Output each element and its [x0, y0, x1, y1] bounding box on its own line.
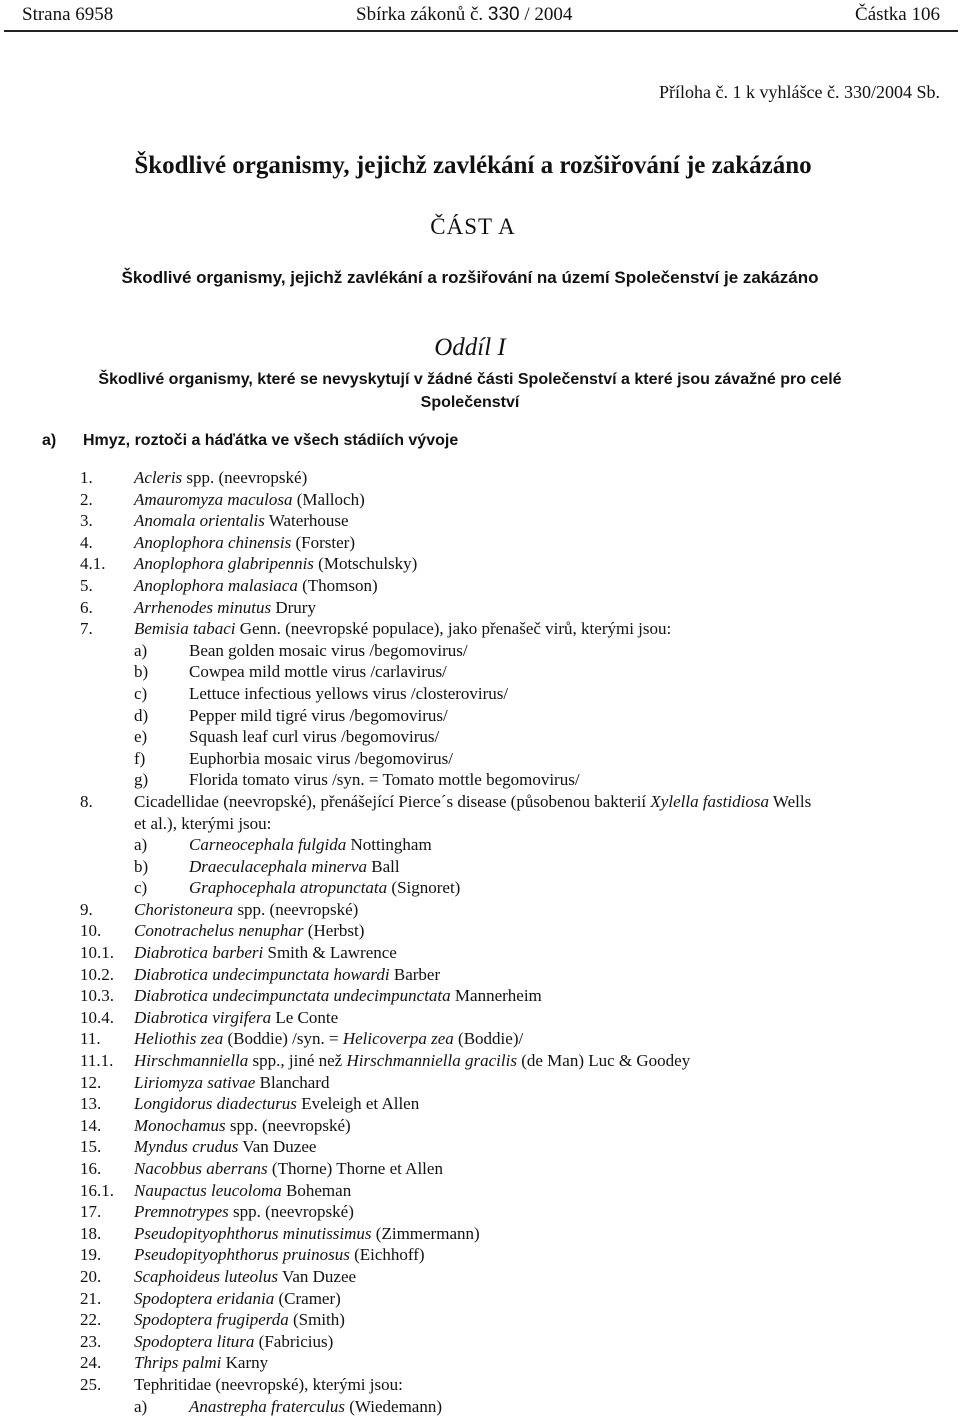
- list-item: [0, 553, 960, 575]
- item-middle: (Boddie) /syn. =: [223, 1029, 343, 1049]
- subitem-letter: a): [134, 1396, 148, 1416]
- subitem-text: Euphorbia mosaic virus /begomovirus/: [189, 748, 453, 768]
- item-text: [134, 985, 542, 1007]
- item-number: 10.1.: [80, 943, 114, 963]
- item-text: [134, 532, 355, 554]
- item-text: [134, 618, 671, 640]
- list-item: [0, 1180, 960, 1202]
- item-text: [134, 1266, 356, 1288]
- item-suffix: (Motschulsky): [313, 554, 418, 574]
- list-item: [0, 1136, 960, 1158]
- item-text: [134, 1093, 419, 1115]
- item-text: [134, 1244, 425, 1266]
- list-item: [0, 985, 960, 1007]
- subitem-letter: c): [134, 878, 148, 898]
- subitem-letter: e): [134, 727, 148, 747]
- item-text: [134, 791, 811, 813]
- item-suffix: Van Duzee: [238, 1137, 317, 1157]
- item-text: [134, 1352, 268, 1374]
- item-number: 7.: [80, 619, 93, 639]
- subitem-text: Cowpea mild mottle virus /carlavirus/: [189, 662, 447, 682]
- item-suffix: Boheman: [281, 1180, 352, 1200]
- item-middle: spp., jiné než: [248, 1051, 347, 1071]
- subitem-text: Bean golden mosaic virus /begomovirus/: [189, 640, 468, 660]
- species-name: Liriomyza sativae: [134, 1072, 256, 1092]
- list-item: [0, 510, 960, 532]
- item-suffix: Van Duzee: [278, 1266, 357, 1286]
- subitem-text: [189, 834, 432, 856]
- collection-number: 330: [487, 4, 520, 25]
- item-text: [134, 1180, 351, 1202]
- species-name: Bemisia tabaci: [134, 619, 236, 639]
- list-item: [0, 1331, 960, 1353]
- list-subitem: [0, 661, 960, 683]
- species-name: Anoplophora malasiaca: [134, 575, 298, 595]
- issue-number: Částka 106: [855, 4, 940, 25]
- species-name: Spodoptera litura: [134, 1331, 255, 1351]
- list-item: [0, 1309, 960, 1331]
- item-suffix: Eveleigh et Allen: [296, 1094, 420, 1114]
- species-name: Graphocephala atropunctata: [189, 878, 388, 898]
- list-item: [0, 597, 960, 619]
- list-item: [0, 942, 960, 964]
- item-number: 12.: [80, 1072, 102, 1092]
- item-suffix: spp. (neevropské): [182, 468, 308, 487]
- part-title: ČÁST A: [430, 214, 516, 239]
- subitem-letter: b): [134, 856, 149, 876]
- section-subtitle: Škodlivé organismy, které se nevyskytují v žádné části Společenství a které jsou závažné pro celé Společenství: [98, 371, 842, 411]
- list-subitem: [0, 769, 960, 791]
- species-name: Anoplophora glabripennis: [134, 554, 314, 574]
- item-number: 3.: [80, 511, 93, 531]
- collection-year: / 2004: [519, 4, 573, 25]
- species-name: Arrhenodes minutus: [134, 597, 272, 617]
- species-name: Thrips palmi: [134, 1353, 222, 1373]
- subitem-text: Pepper mild tigré virus /begomovirus/: [189, 705, 448, 725]
- item-suffix: Blanchard: [255, 1072, 330, 1092]
- list-item: [0, 1115, 960, 1137]
- item-suffix: spp. (neevropské): [233, 899, 359, 919]
- item-suffix: (Signoret): [387, 878, 461, 898]
- item-text: [134, 489, 365, 511]
- subitem-text: Lettuce infectious yellows virus /closterovirus/: [189, 683, 509, 703]
- collection-prefix: Sbírka zákonů č.: [356, 4, 488, 25]
- species-name: Spodoptera eridania: [134, 1288, 275, 1308]
- list-item: [0, 532, 960, 554]
- list-item: [0, 1093, 960, 1115]
- subitem-text: Florida tomato virus /syn. = Tomato mottle begomovirus/: [189, 770, 580, 790]
- species-name: Diabrotica undecimpunctata howardi: [134, 964, 390, 984]
- species-name: Conotrachelus nenuphar: [134, 921, 304, 941]
- item-suffix: (Forster): [291, 532, 355, 552]
- item-text: Tephritidae (neevropské), kterými jsou:: [134, 1374, 403, 1394]
- subitem-letter: c): [134, 683, 148, 703]
- subitem-letter: a): [134, 835, 148, 855]
- item-number: 10.3.: [80, 986, 114, 1006]
- item-suffix: Barber: [389, 964, 441, 984]
- list-subitem: [0, 705, 960, 727]
- species-exception: Hirschmanniella gracilis: [346, 1051, 517, 1071]
- list-item: [0, 467, 960, 489]
- species-name: Anastrepha fraterculus: [189, 1396, 345, 1416]
- item-text: [134, 1288, 341, 1310]
- item-text: [134, 899, 358, 921]
- item-text: [134, 1136, 316, 1158]
- list-item: [0, 1007, 960, 1029]
- list-item: [0, 1288, 960, 1310]
- species-name: Scaphoideus luteolus: [134, 1266, 279, 1286]
- item-suffix: (Boddie)/: [453, 1029, 524, 1049]
- item-text: [134, 1309, 345, 1331]
- species-name: Xylella fastidiosa: [650, 791, 769, 811]
- item-suffix: Karny: [221, 1353, 269, 1373]
- species-name: Spodoptera frugiperda: [134, 1310, 289, 1330]
- item-number: 17.: [80, 1202, 102, 1222]
- item-text: [134, 597, 316, 619]
- list-item: [0, 899, 960, 921]
- item-number: 15.: [80, 1137, 102, 1157]
- species-name: Diabrotica barberi: [134, 943, 264, 963]
- item-suffix: (Thomson): [297, 575, 378, 595]
- list-subitem: [0, 856, 960, 878]
- item-number: 5.: [80, 575, 93, 595]
- species-name: Premnotrypes: [134, 1202, 229, 1222]
- species-name: Monochamus: [134, 1115, 226, 1135]
- item-number: 11.: [80, 1029, 101, 1049]
- item-number: 25.: [80, 1374, 102, 1394]
- item-suffix: Smith & Lawrence: [263, 943, 397, 963]
- item-text: [134, 467, 307, 489]
- list-item: [0, 575, 960, 597]
- item-suffix: (Fabricius): [254, 1331, 334, 1351]
- header-divider: [4, 30, 958, 32]
- item-text: [134, 1331, 333, 1353]
- item-text: [134, 1223, 480, 1245]
- subitem-letter: f): [134, 748, 146, 768]
- item-number: 9.: [80, 899, 93, 919]
- list-item-continuation: [0, 813, 960, 835]
- list-item: [0, 1158, 960, 1180]
- item-suffix: Wells: [768, 791, 812, 811]
- item-text: [134, 1050, 690, 1072]
- item-number: 24.: [80, 1353, 102, 1373]
- list-item: [0, 489, 960, 511]
- subitem-letter: a): [134, 640, 148, 660]
- species-name: Myndus crudus: [134, 1137, 239, 1157]
- item-text: [134, 920, 364, 942]
- group-title: Hmyz, roztoči a háďátka ve všech stádiích vývoje: [83, 432, 459, 449]
- list-item: [0, 1352, 960, 1374]
- species-name: Diabrotica virgifera: [134, 1007, 272, 1027]
- subitem-text: [189, 856, 400, 878]
- item-suffix: Genn. (neevropské populace), jako přenašeč virů, kterými jsou:: [235, 619, 672, 639]
- species-name: Draeculacephala minerva: [189, 856, 367, 876]
- item-number: 21.: [80, 1288, 102, 1308]
- list-item: [0, 618, 960, 640]
- subitem-letter: d): [134, 705, 149, 725]
- section-title: Oddíl I: [434, 334, 506, 361]
- item-number: 2.: [80, 489, 93, 509]
- item-number: 23.: [80, 1331, 102, 1351]
- species-synonym: Helicoverpa zea: [342, 1029, 454, 1049]
- group-label: a): [42, 432, 57, 449]
- item-suffix: Le Conte: [271, 1007, 339, 1027]
- organism-list: [0, 467, 960, 1417]
- item-number: 11.1.: [80, 1051, 114, 1071]
- species-name: Longidorus diadecturus: [134, 1094, 297, 1114]
- item-text: [134, 964, 440, 986]
- item-number: 18.: [80, 1223, 102, 1243]
- species-name: Choristoneura: [134, 899, 234, 919]
- item-number: 16.: [80, 1159, 102, 1178]
- item-prefix: Cicadellidae (neevropské), přenášející Pierce´s disease (působenou bakterií: [134, 791, 651, 811]
- item-number: 4.: [80, 532, 93, 552]
- list-subitem: [0, 877, 960, 899]
- species-name: Hirschmanniella: [134, 1051, 249, 1071]
- item-suffix: (Malloch): [292, 489, 365, 509]
- list-subitem: [0, 748, 960, 770]
- item-number: 8.: [80, 791, 93, 811]
- item-text: [134, 1201, 354, 1223]
- list-item: [0, 1201, 960, 1223]
- item-suffix: spp. (neevropské): [228, 1202, 354, 1222]
- subitem-text: [189, 1396, 442, 1418]
- subitem-text: Squash leaf curl virus /begomovirus/: [189, 727, 440, 747]
- item-suffix: Ball: [366, 856, 400, 876]
- item-suffix: (Thorne) Thorne et Allen: [267, 1159, 443, 1178]
- list-item: [0, 1050, 960, 1072]
- species-name: Acleris: [134, 468, 183, 487]
- list-subitem: [0, 726, 960, 748]
- list-item: [0, 920, 960, 942]
- item-text: [134, 1115, 351, 1137]
- item-suffix: (Zimmermann): [371, 1223, 480, 1243]
- main-title: Škodlivé organismy, jejichž zavlékání a rozšiřování je zakázáno: [134, 152, 812, 179]
- species-name: Anomala orientalis: [134, 511, 265, 531]
- item-text: [134, 1158, 443, 1180]
- species-name: Pseudopityophthorus minutissimus: [134, 1223, 372, 1243]
- item-number: 4.1.: [80, 554, 106, 574]
- item-number: 6.: [80, 597, 93, 617]
- item-text: [134, 1072, 329, 1094]
- list-item: [0, 1244, 960, 1266]
- subitem-letter: g): [134, 770, 149, 790]
- species-name: Carneocephala fulgida: [189, 835, 347, 855]
- list-subitem: [0, 640, 960, 662]
- item-suffix: (de Man) Luc & Goodey: [516, 1051, 691, 1071]
- collection-reference: [356, 4, 572, 26]
- list-item: [0, 791, 960, 813]
- item-number: 20.: [80, 1266, 102, 1286]
- item-text: [134, 942, 397, 964]
- page-number: Strana 6958: [22, 4, 114, 25]
- page-header: [0, 0, 960, 36]
- item-suffix: Drury: [271, 597, 316, 617]
- item-suffix: spp. (neevropské): [225, 1115, 351, 1135]
- list-item: [0, 1028, 960, 1050]
- list-item: [0, 1072, 960, 1094]
- species-name: Heliothis zea: [134, 1029, 224, 1049]
- item-number: 14.: [80, 1115, 102, 1135]
- item-suffix: (Cramer): [274, 1288, 341, 1308]
- item-number: 22.: [80, 1310, 102, 1330]
- item-suffix: Mannerheim: [450, 986, 542, 1006]
- list-subitem: [0, 834, 960, 856]
- item-number: 19.: [80, 1245, 102, 1265]
- item-suffix: (Wiedemann): [344, 1396, 443, 1416]
- subitem-letter: b): [134, 662, 149, 682]
- item-text: [134, 1007, 338, 1029]
- species-name: Amauromyza maculosa: [134, 489, 293, 509]
- item-suffix: Waterhouse: [264, 511, 349, 531]
- item-continuation-text: et al.), kterými jsou:: [134, 813, 272, 833]
- item-suffix: (Herbst): [303, 921, 365, 941]
- list-subitem: [0, 1396, 960, 1418]
- item-text: [134, 575, 378, 597]
- item-suffix: (Smith): [288, 1310, 345, 1330]
- subitem-text: [189, 877, 460, 899]
- species-name: Anoplophora chinensis: [134, 532, 292, 552]
- species-name: Pseudopityophthorus pruinosus: [134, 1245, 350, 1265]
- list-item: [0, 964, 960, 986]
- annex-reference: Příloha č. 1 k vyhlášce č. 330/2004 Sb.: [659, 82, 940, 102]
- item-number: 10.4.: [80, 1007, 114, 1027]
- species-name: Nacobbus aberrans: [134, 1159, 268, 1178]
- list-item: [0, 1223, 960, 1245]
- list-item: [0, 1374, 960, 1396]
- list-item: [0, 1266, 960, 1288]
- item-number: 1.: [80, 468, 93, 487]
- species-name: Naupactus leucoloma: [134, 1180, 282, 1200]
- item-number: 16.1.: [80, 1180, 114, 1200]
- species-name: Diabrotica undecimpunctata undecimpunctata: [134, 986, 451, 1006]
- item-suffix: Nottingham: [346, 835, 432, 855]
- item-number: 10.: [80, 921, 102, 941]
- part-subtitle: Škodlivé organismy, jejichž zavlékání a rozšiřování na území Společenství je zakázáno: [121, 268, 819, 287]
- list-subitem: [0, 683, 960, 705]
- item-number: 10.2.: [80, 964, 114, 984]
- group-heading: [42, 432, 458, 450]
- item-number: 13.: [80, 1094, 102, 1114]
- item-text: [134, 1028, 523, 1050]
- item-text: [134, 553, 417, 575]
- item-text: [134, 510, 349, 532]
- item-suffix: (Eichhoff): [349, 1245, 425, 1265]
